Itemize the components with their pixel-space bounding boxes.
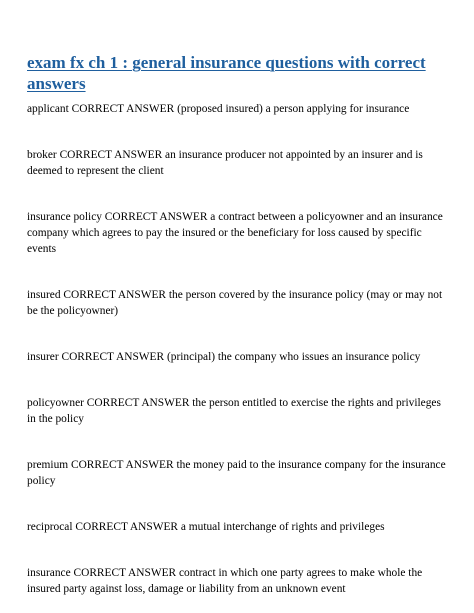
entry-reciprocal: reciprocal CORRECT ANSWER a mutual interchange of rights and privileges (27, 521, 385, 533)
entry-applicant: applicant CORRECT ANSWER (proposed insured) a person applying for insurance (27, 103, 410, 115)
entry-premium: premium CORRECT ANSWER the money paid to the insurance company for the insurance policy (27, 459, 446, 487)
entry-policyowner: policyowner CORRECT ANSWER the person entitled to exercise the rights and privileges in the policy (27, 397, 441, 425)
entry-insurance-policy: insurance policy CORRECT ANSWER a contract between a policyowner and an insurance company which agrees to pay the insured or the beneficiary for loss caused by specific events (27, 211, 443, 255)
entry-broker: broker CORRECT ANSWER an insurance producer not appointed by an insurer and is deemed to represent the client (27, 149, 423, 177)
entry-insured: insured CORRECT ANSWER the person covered by the insurance policy (may or may not be the policyowner) (27, 289, 443, 317)
document-page (27, 52, 447, 597)
entry-insurance: insurance CORRECT ANSWER contract in which one party agrees to make whole the insured party against loss, damage or liability from an unknown event (27, 567, 423, 595)
entries-list (27, 101, 447, 597)
entry-insurer: insurer CORRECT ANSWER (principal) the company who issues an insurance policy (27, 351, 421, 363)
document-title-link[interactable]: exam fx ch 1 : general insurance questions with correct answers (27, 53, 426, 93)
